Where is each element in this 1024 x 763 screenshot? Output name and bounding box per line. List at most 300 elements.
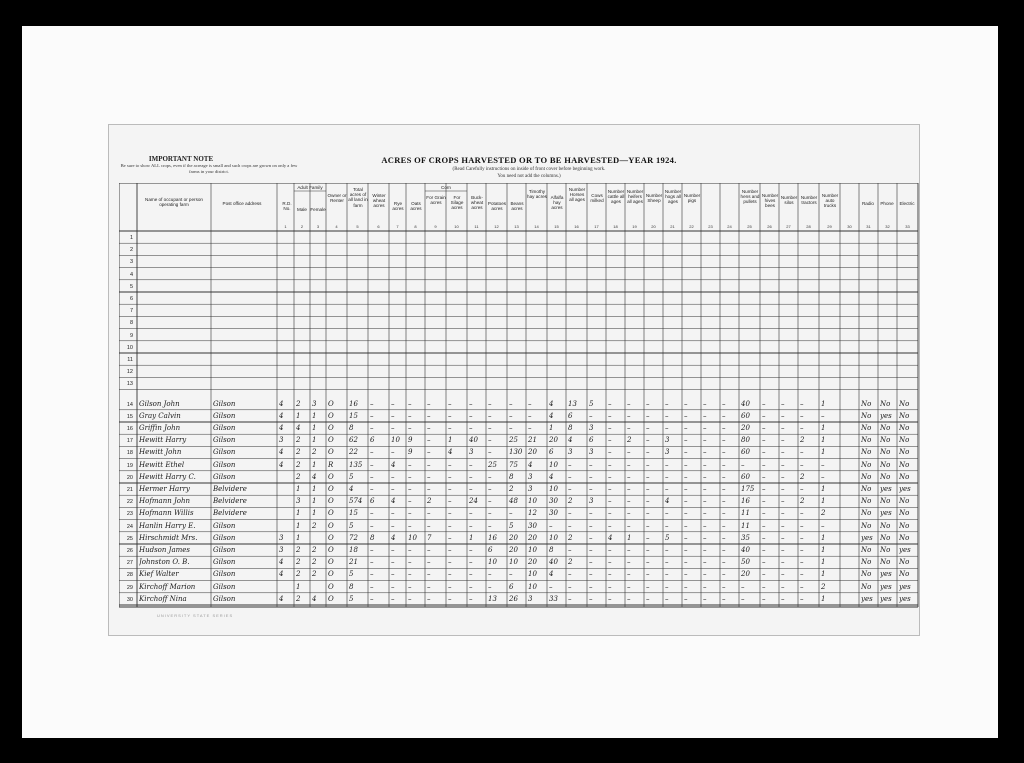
- cell-rd: 3: [279, 533, 284, 542]
- cell-value: 1: [821, 436, 826, 445]
- cell-value: –: [627, 399, 631, 408]
- cell-value: –: [646, 533, 650, 542]
- column-number: 30: [847, 224, 852, 229]
- cell-value: –: [800, 582, 804, 591]
- cell-male: 2: [296, 594, 301, 603]
- cell-value: –: [589, 509, 593, 518]
- header-silos: Number silos: [780, 195, 798, 206]
- cell-value: –: [703, 472, 707, 481]
- row-number: 1: [129, 235, 133, 241]
- cell-total: 15: [349, 411, 358, 420]
- cell-value: 10: [528, 582, 537, 591]
- header-rye: Rye acres: [392, 201, 404, 212]
- cell-post-office: Belvidere: [213, 497, 247, 506]
- column-number: 16: [574, 224, 579, 229]
- cell-value: –: [646, 546, 650, 554]
- cell-male: 1: [296, 521, 301, 530]
- cell-value: –: [800, 411, 804, 420]
- cell-value: –: [391, 485, 395, 493]
- column-number: 32: [885, 224, 890, 229]
- cell-value: No: [880, 497, 891, 506]
- cell-total: 18: [349, 546, 358, 554]
- cell-value: –: [762, 582, 766, 591]
- cell-value: –: [665, 460, 669, 469]
- column-number: 31: [866, 224, 871, 229]
- cell-value: –: [448, 424, 452, 432]
- cell-value: No: [861, 460, 872, 469]
- cell-female: 4: [312, 594, 317, 603]
- cell-value: No: [899, 448, 910, 457]
- cell-value: –: [762, 594, 766, 603]
- column-number: 28: [806, 224, 811, 229]
- cell-value: –: [703, 509, 707, 518]
- cell-value: –: [762, 485, 766, 493]
- cell-owner: O: [328, 485, 334, 493]
- cell-value: No: [899, 424, 910, 432]
- cell-value: –: [568, 582, 572, 591]
- cell-post-office: Belvidere: [213, 509, 247, 518]
- cell-value: –: [665, 485, 669, 493]
- cell-owner: O: [328, 399, 334, 408]
- cell-value: 1: [448, 436, 453, 445]
- cell-value: –: [722, 472, 726, 481]
- cell-male: 2: [296, 546, 301, 554]
- cell-value: –: [665, 570, 669, 579]
- cell-value: –: [427, 582, 431, 591]
- cell-value: 60: [741, 448, 750, 457]
- cell-value: –: [589, 582, 593, 591]
- cell-value: –: [800, 460, 804, 469]
- column-number: 15: [554, 224, 559, 229]
- cell-value: 1: [821, 424, 826, 432]
- cell-value: –: [722, 497, 726, 506]
- cell-female: 2: [312, 448, 317, 457]
- cell-value: –: [469, 558, 473, 567]
- cell-value: –: [488, 509, 492, 518]
- cell-value: –: [627, 594, 631, 603]
- cell-value: –: [665, 582, 669, 591]
- row-number: 7: [129, 308, 133, 315]
- column-number: 5: [356, 224, 359, 229]
- cell-value: 6: [370, 497, 375, 506]
- cell-value: –: [608, 558, 612, 567]
- cell-value: –: [370, 509, 374, 518]
- cell-value: –: [608, 472, 612, 481]
- cell-value: 1: [821, 558, 826, 567]
- cell-value: –: [781, 436, 785, 445]
- cell-value: No: [899, 533, 910, 542]
- cell-value: No: [861, 570, 872, 579]
- cell-value: –: [703, 424, 707, 432]
- cell-value: –: [703, 533, 707, 542]
- row-number: 4: [129, 271, 133, 278]
- header-cattle: Number cattle all ages: [607, 189, 625, 205]
- cell-value: 4: [448, 448, 453, 457]
- cell-value: –: [781, 424, 785, 432]
- cell-value: –: [568, 546, 572, 554]
- cell-name: Kirchoff Marion: [139, 582, 196, 591]
- cell-female: 2: [312, 570, 317, 579]
- cell-value: 20: [528, 558, 537, 567]
- cell-value: –: [684, 399, 688, 408]
- cell-value: –: [781, 485, 785, 493]
- cell-value: –: [391, 546, 395, 554]
- header-total: Total acres of all land in farm: [348, 187, 368, 208]
- cell-value: –: [427, 485, 431, 493]
- column-number: 25: [747, 224, 752, 229]
- cell-value: No: [899, 472, 910, 481]
- row-number: 30: [126, 596, 133, 603]
- row-number: 26: [126, 548, 133, 554]
- note-title: IMPORTANT NOTE: [148, 155, 214, 163]
- cell-value: 3: [589, 497, 594, 506]
- cell-value: No: [880, 436, 891, 445]
- cell-post-office: Gilson: [213, 399, 236, 408]
- cell-value: –: [703, 399, 707, 408]
- cell-value: –: [509, 399, 513, 408]
- cell-value: –: [722, 485, 726, 493]
- cell-value: No: [880, 521, 891, 530]
- cell-value: 2: [427, 497, 432, 506]
- cell-value: No: [880, 460, 891, 469]
- cell-value: –: [589, 546, 593, 554]
- cell-owner: O: [328, 533, 334, 542]
- cell-value: 30: [528, 521, 537, 530]
- cell-value: –: [684, 485, 688, 493]
- cell-value: –: [509, 570, 513, 579]
- cell-value: No: [899, 509, 910, 518]
- cell-female: 1: [312, 411, 317, 420]
- cell-value: –: [684, 509, 688, 518]
- cell-value: –: [703, 460, 707, 469]
- cell-value: 9: [408, 448, 413, 457]
- header-radio: Radio: [861, 201, 874, 206]
- cell-value: –: [448, 509, 452, 518]
- cell-value: –: [741, 594, 745, 603]
- cell-post-office: Gilson: [213, 472, 236, 481]
- cell-value: –: [684, 411, 688, 420]
- cell-value: –: [646, 399, 650, 408]
- cell-value: –: [469, 509, 473, 518]
- cell-total: 16: [349, 399, 358, 408]
- cell-value: –: [781, 558, 785, 567]
- cell-value: –: [488, 485, 492, 493]
- header-tractors: Number tractors: [800, 195, 818, 206]
- cell-value: –: [703, 497, 707, 506]
- cell-owner: O: [328, 436, 334, 445]
- cell-total: 5: [349, 570, 354, 579]
- cell-rd: 4: [279, 411, 284, 420]
- cell-value: –: [370, 448, 374, 457]
- column-number: 11: [474, 224, 479, 229]
- column-number: 8: [414, 224, 417, 229]
- cell-value: –: [589, 485, 593, 493]
- cell-value: 4: [391, 460, 396, 469]
- cell-value: –: [722, 399, 726, 408]
- cell-value: –: [627, 411, 631, 420]
- page-title: ACRES OF CROPS HARVESTED OR TO BE HARVESTED—YEAR 1924.: [381, 155, 677, 165]
- cell-value: –: [762, 533, 766, 542]
- cell-value: –: [800, 533, 804, 542]
- header-trucks: Number auto trucks: [821, 193, 839, 209]
- cell-name: Hewitt Harry C.: [139, 472, 196, 481]
- cell-value: –: [646, 570, 650, 579]
- cell-value: yes: [880, 594, 892, 603]
- cell-value: –: [608, 582, 612, 591]
- cell-value: –: [800, 509, 804, 518]
- cell-value: No: [861, 558, 872, 567]
- row-number: 29: [126, 584, 133, 591]
- cell-value: 4: [391, 497, 396, 506]
- cell-value: –: [448, 570, 452, 579]
- cell-value: –: [448, 558, 452, 567]
- cell-value: –: [703, 582, 707, 591]
- column-number: 26: [767, 224, 772, 229]
- cell-value: yes: [899, 485, 911, 493]
- cell-value: –: [762, 570, 766, 579]
- cell-female: 2: [312, 521, 317, 530]
- census-sheet: [108, 124, 920, 636]
- cell-value: 4: [665, 497, 670, 506]
- cell-post-office: Belvidere: [213, 485, 247, 493]
- cell-value: –: [608, 594, 612, 603]
- cell-female: 1: [312, 424, 317, 432]
- cell-value: –: [549, 521, 553, 530]
- cell-value: –: [762, 460, 766, 469]
- cell-value: –: [627, 424, 631, 432]
- cell-value: –: [684, 497, 688, 506]
- cell-name: Kirchoff Nina: [139, 594, 187, 603]
- row-number: 9: [129, 332, 133, 339]
- cell-value: 1: [821, 594, 826, 603]
- cell-value: –: [762, 411, 766, 420]
- column-number: 19: [632, 224, 637, 229]
- cell-value: –: [703, 558, 707, 567]
- cell-value: –: [391, 472, 395, 481]
- cell-value: 3: [528, 594, 533, 603]
- cell-value: yes: [899, 546, 911, 554]
- cell-post-office: Gilson: [213, 521, 236, 530]
- cell-name: Gray Calvin: [139, 411, 181, 420]
- cell-value: –: [448, 594, 452, 603]
- cell-value: –: [800, 546, 804, 554]
- cell-value: No: [861, 521, 872, 530]
- cell-value: yes: [880, 582, 892, 591]
- cell-value: 4: [549, 570, 554, 579]
- column-number: 14: [534, 224, 539, 229]
- cell-value: –: [408, 546, 412, 554]
- cell-value: –: [627, 448, 631, 457]
- cell-value: –: [469, 582, 473, 591]
- column-number: 3: [316, 224, 320, 229]
- header-sheep: Number Sheep: [645, 193, 663, 204]
- cell-value: –: [568, 594, 572, 603]
- cell-value: –: [608, 570, 612, 579]
- cell-value: –: [427, 472, 431, 481]
- cell-value: –: [781, 533, 785, 542]
- cell-value: –: [589, 558, 593, 567]
- cell-name: Kief Walter: [139, 570, 179, 579]
- cell-male: 4: [296, 424, 301, 432]
- cell-value: 2: [568, 497, 573, 506]
- cell-value: –: [722, 424, 726, 432]
- cell-value: –: [448, 399, 452, 408]
- cell-value: –: [781, 594, 785, 603]
- cell-value: 20: [549, 436, 558, 445]
- cell-value: –: [589, 594, 593, 603]
- cell-value: –: [488, 448, 492, 457]
- cell-male: 2: [296, 399, 301, 408]
- cell-total: 8: [349, 424, 354, 432]
- cell-value: –: [391, 521, 395, 530]
- cell-value: yes: [861, 533, 873, 542]
- cell-value: 3: [528, 485, 533, 493]
- cell-value: 3: [469, 448, 474, 457]
- cell-value: yes: [899, 594, 911, 603]
- cell-value: –: [408, 509, 412, 518]
- cell-name: Hewitt Harry: [139, 436, 187, 445]
- cell-value: 6: [568, 411, 573, 420]
- cell-value: –: [370, 594, 374, 603]
- cell-value: –: [722, 509, 726, 518]
- cell-value: –: [509, 509, 513, 518]
- cell-value: –: [608, 460, 612, 469]
- cell-value: No: [861, 448, 872, 457]
- header-electric: Electric: [899, 201, 915, 206]
- cell-value: –: [391, 594, 395, 603]
- cell-value: –: [627, 485, 631, 493]
- cell-value: 4: [568, 436, 573, 445]
- cell-value: –: [589, 570, 593, 579]
- cell-male: 1: [296, 485, 301, 493]
- cell-rd: 4: [279, 448, 284, 457]
- cell-owner: O: [328, 558, 334, 567]
- cell-post-office: Gilson: [213, 582, 236, 591]
- cell-value: 8: [370, 533, 375, 542]
- cell-value: –: [762, 472, 766, 481]
- cell-value: –: [684, 521, 688, 530]
- cell-male: 2: [296, 558, 301, 567]
- cell-value: 5: [509, 521, 514, 530]
- cell-value: 40: [741, 546, 750, 554]
- cell-value: –: [469, 411, 473, 420]
- cell-value: –: [665, 546, 669, 554]
- cell-value: –: [469, 594, 473, 603]
- cell-female: 1: [312, 485, 317, 493]
- cell-value: 4: [549, 411, 554, 420]
- row-number: 13: [126, 381, 133, 388]
- cell-value: No: [899, 436, 910, 445]
- cell-value: –: [370, 570, 374, 579]
- cell-value: 10: [549, 485, 558, 493]
- cell-value: 10: [528, 497, 537, 506]
- cell-value: –: [370, 558, 374, 567]
- cell-value: 40: [469, 436, 478, 445]
- cell-name: Hirschmidt Mrs.: [139, 533, 198, 542]
- cell-value: –: [646, 460, 650, 469]
- column-number: 1: [284, 224, 287, 229]
- row-number: 19: [126, 462, 133, 469]
- column-number: 2: [300, 224, 304, 229]
- cell-value: 48: [509, 497, 518, 506]
- cell-value: –: [448, 485, 452, 493]
- cell-value: –: [646, 436, 650, 445]
- cell-value: –: [427, 448, 431, 457]
- cell-value: –: [568, 509, 572, 518]
- cell-value: –: [781, 521, 785, 530]
- cell-value: –: [370, 424, 374, 432]
- cell-value: No: [899, 497, 910, 506]
- cell-rd: 4: [279, 570, 284, 579]
- cell-value: –: [800, 399, 804, 408]
- cell-value: No: [861, 424, 872, 432]
- cell-value: –: [370, 472, 374, 481]
- cell-value: –: [370, 521, 374, 530]
- cell-value: –: [448, 497, 452, 506]
- cell-value: 2: [821, 509, 826, 518]
- cell-female: 1: [312, 436, 317, 445]
- cell-value: 1: [821, 448, 826, 457]
- cell-value: –: [408, 558, 412, 567]
- cell-value: –: [391, 509, 395, 518]
- cell-value: –: [646, 485, 650, 493]
- cell-value: –: [427, 546, 431, 554]
- cell-value: yes: [880, 485, 892, 493]
- cell-value: –: [448, 460, 452, 469]
- cell-value: 1: [821, 399, 826, 408]
- cell-value: –: [627, 460, 631, 469]
- cell-value: –: [448, 582, 452, 591]
- row-number: 11: [127, 357, 133, 363]
- cell-owner: O: [328, 521, 334, 530]
- cell-value: –: [608, 448, 612, 457]
- cell-value: 3: [528, 472, 533, 481]
- cell-value: –: [627, 570, 631, 579]
- cell-post-office: Gilson: [213, 460, 236, 469]
- cell-owner: O: [328, 546, 334, 554]
- column-number: 10: [454, 224, 459, 229]
- header-corn-silage: For Silage acres: [450, 195, 464, 211]
- header-hens: Number hens and pullets: [740, 189, 760, 205]
- cell-value: –: [408, 497, 412, 506]
- cell-value: –: [469, 521, 473, 530]
- row-number: 5: [129, 283, 133, 290]
- column-number: 24: [727, 224, 732, 229]
- cell-value: –: [781, 570, 785, 579]
- cell-value: –: [448, 533, 452, 542]
- cell-value: –: [800, 424, 804, 432]
- column-number: 29: [827, 224, 832, 229]
- cell-value: 26: [509, 594, 518, 603]
- cell-female: 3: [312, 399, 317, 408]
- cell-value: 2: [800, 436, 805, 445]
- header-owner: Owner or Renter: [327, 193, 347, 204]
- cell-name: Gilson John: [139, 399, 180, 408]
- cell-value: –: [370, 546, 374, 554]
- cell-value: –: [488, 436, 492, 445]
- row-number: 23: [126, 511, 133, 518]
- cell-post-office: Gilson: [213, 533, 236, 542]
- cell-value: –: [781, 411, 785, 420]
- cell-value: 2: [568, 533, 573, 542]
- cell-value: –: [646, 424, 650, 432]
- cell-owner: O: [328, 448, 334, 457]
- cell-value: –: [427, 460, 431, 469]
- cell-value: –: [703, 594, 707, 603]
- header-oats: Oats acres: [410, 201, 422, 212]
- cell-value: 60: [741, 472, 750, 481]
- cell-value: –: [722, 533, 726, 542]
